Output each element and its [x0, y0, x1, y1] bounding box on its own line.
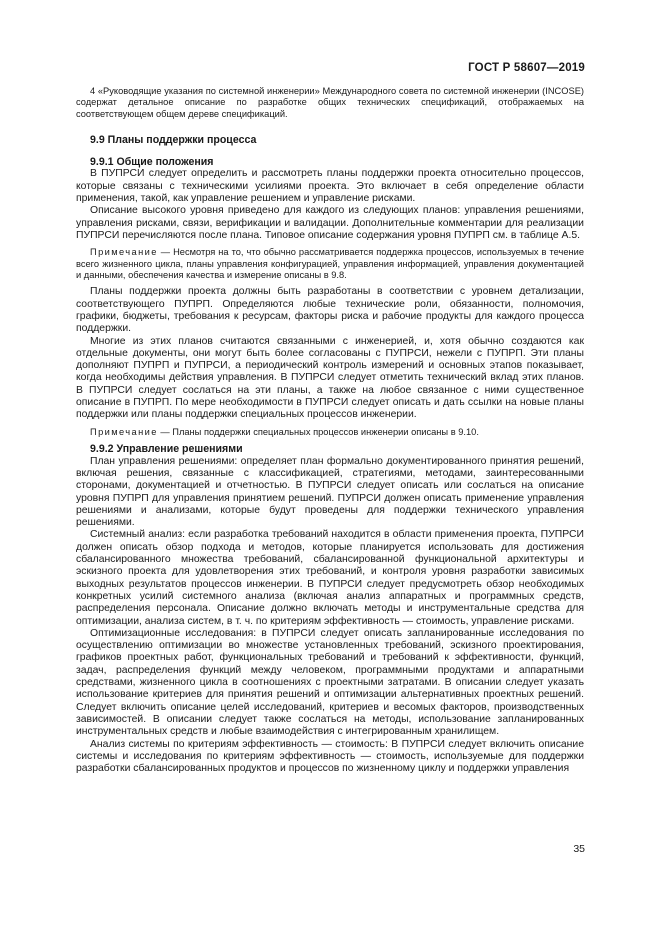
note-label: Примечание: [90, 426, 158, 437]
page-number: 35: [573, 843, 585, 855]
section-9-9-1-heading: 9.9.1 Общие положения: [90, 155, 214, 168]
note: [76, 247, 584, 281]
note: [76, 427, 584, 438]
section-9-9-2-heading: 9.9.2 Управление решениями: [90, 443, 243, 456]
section-9-9-heading: 9.9 Планы поддержки процесса: [90, 134, 257, 147]
document-header: ГОСТ Р 58607—2019: [468, 62, 585, 74]
note-label: Примечание: [90, 247, 158, 258]
note-text: — Планы поддержки специальных процессов инженерии описаны в 9.10.: [157, 426, 479, 437]
page-content: [76, 82, 584, 775]
paragraph: Системный анализ: если разработка требований находится в области применения проекта, ПУПРСИ должен описать обзор подхода и методов, которые планируется использовать для достижения сбалансированного множества требований, сбалансированной функциональной архитектуры и эскизного проекта для удовлетворения этих требований, и контроля уровня разработки зависимых выходных результатов процессов инженерии. В ПУПРСИ следует предусмотреть обзор необходимых конкретных усилий системного анализа (включая анализ аппаратных и программных средств, распределения персонала. Описание должно включать методы и инструментальные средства для оптимизации, анализа систем, в т. ч. по критериям эффективность — стоимость, управление рисками.: [76, 529, 584, 627]
paragraph: План управления решениями: определяет план формально документированного принятия решений, включая решения, связанные с классификацией, стратегиями, методами, заинтересованными сторонами, документацией и отчетностью. В ПУПРСИ следует описать или сослаться на описание уровня ПУПРП для управления принятием решений. ПУПРСИ должен описать применение управления решениями и анализами, которые будут проведены для поддержки технического управления решениями.: [76, 455, 584, 529]
paragraph: В ПУПРСИ следует определить и рассмотреть планы поддержки проекта относительно процессов, которые связаны с техническими усилиями проекта. Это включает в себя определение области применения, такой, как управление решением и управление рисками.: [76, 168, 584, 204]
paragraph: Анализ системы по критериям эффективность — стоимость: В ПУПРСИ следует включить описание системы и исследования по критериям эффективность — стоимость, используемые для поддержки разработки сбалансированных продуктов и процессов по жизненному циклу и поддержки управления: [76, 738, 584, 775]
paragraph: Планы поддержки проекта должны быть разработаны в соответствии с уровнем детализации, соответствующего ПУПРП. Определяются любые технические роли, обязанности, полномочия, графики, бюджеты, требования к ресурсам, факторы риска и рабочие продукты для каждого процесса поддержки.: [76, 286, 584, 335]
paragraph: Оптимизационные исследования: в ПУПРСИ следует описать запланированные исследования по осуществлению оптимизации во множестве установленных требований, эскизного проектирования, графиков проектных работ, функциональных требований и требований к эффективности, функций, задач, распределения функций между человеком, программными продуктами и аппаратными средствами, жизненного цикла в соотношениях с проектными затратами. В описании следует указать использование критериев для принятия решений и оптимизации альтернативных проектных решений. Следует включить описание целей исследований, критериев и весомых факторов, производственных зависимостей. В описании следует также сослаться на методы, использование запланированных инструментальных средств и любые взаимодействия с интегрированным хранилищем.: [76, 627, 584, 738]
footnote-4: 4 «Руководящие указания по системной инженерии» Международного совета по системной инженерии (INCOSE) содержат детальное описание по разработке общих технических спецификаций, отображаемых на соответствующем общем дереве спецификаций.: [76, 86, 584, 119]
paragraph: Описание высокого уровня приведено для каждого из следующих планов: управления решениями, управления рисками, связи, верификации и валидации. Дополнительные комментарии для реализации ПУПРСИ перечисляются после плана. Типовое описание содержания уровня ПУПРП см. в таблице А.5.: [76, 205, 584, 241]
note-text: — Несмотря на то, что обычно рассматривается поддержка процессов, используемых в течение всего жизненного цикла, планы управления конфигурацией, управления информацией, управления документацией и данными, обеспечения качества и измерение описаны в 9.8.: [76, 247, 584, 280]
paragraph: Многие из этих планов считаются связанными с инженерией, и, хотя обычно создаются как отдельные документы, они могут быть более согласованы с ПУПРСИ, нежели с ПУПРП. Эти планы дополняют ПУПРП и ПУПРСИ, а периодический контроль измерений и основных этапов показывает, когда необходимы действия управления. В ПУПРСИ следует отметить технический вклад этих планов. В ПУПРСИ следует сослаться на эти планы, а также на любое связанное с ними существенное описание в ПУПРП. По мере необходимости в ПУПРСИ следует описать и дать ссылки на новые планы поддержки или планы поддержки специальных процессов инженерии.: [76, 335, 584, 421]
